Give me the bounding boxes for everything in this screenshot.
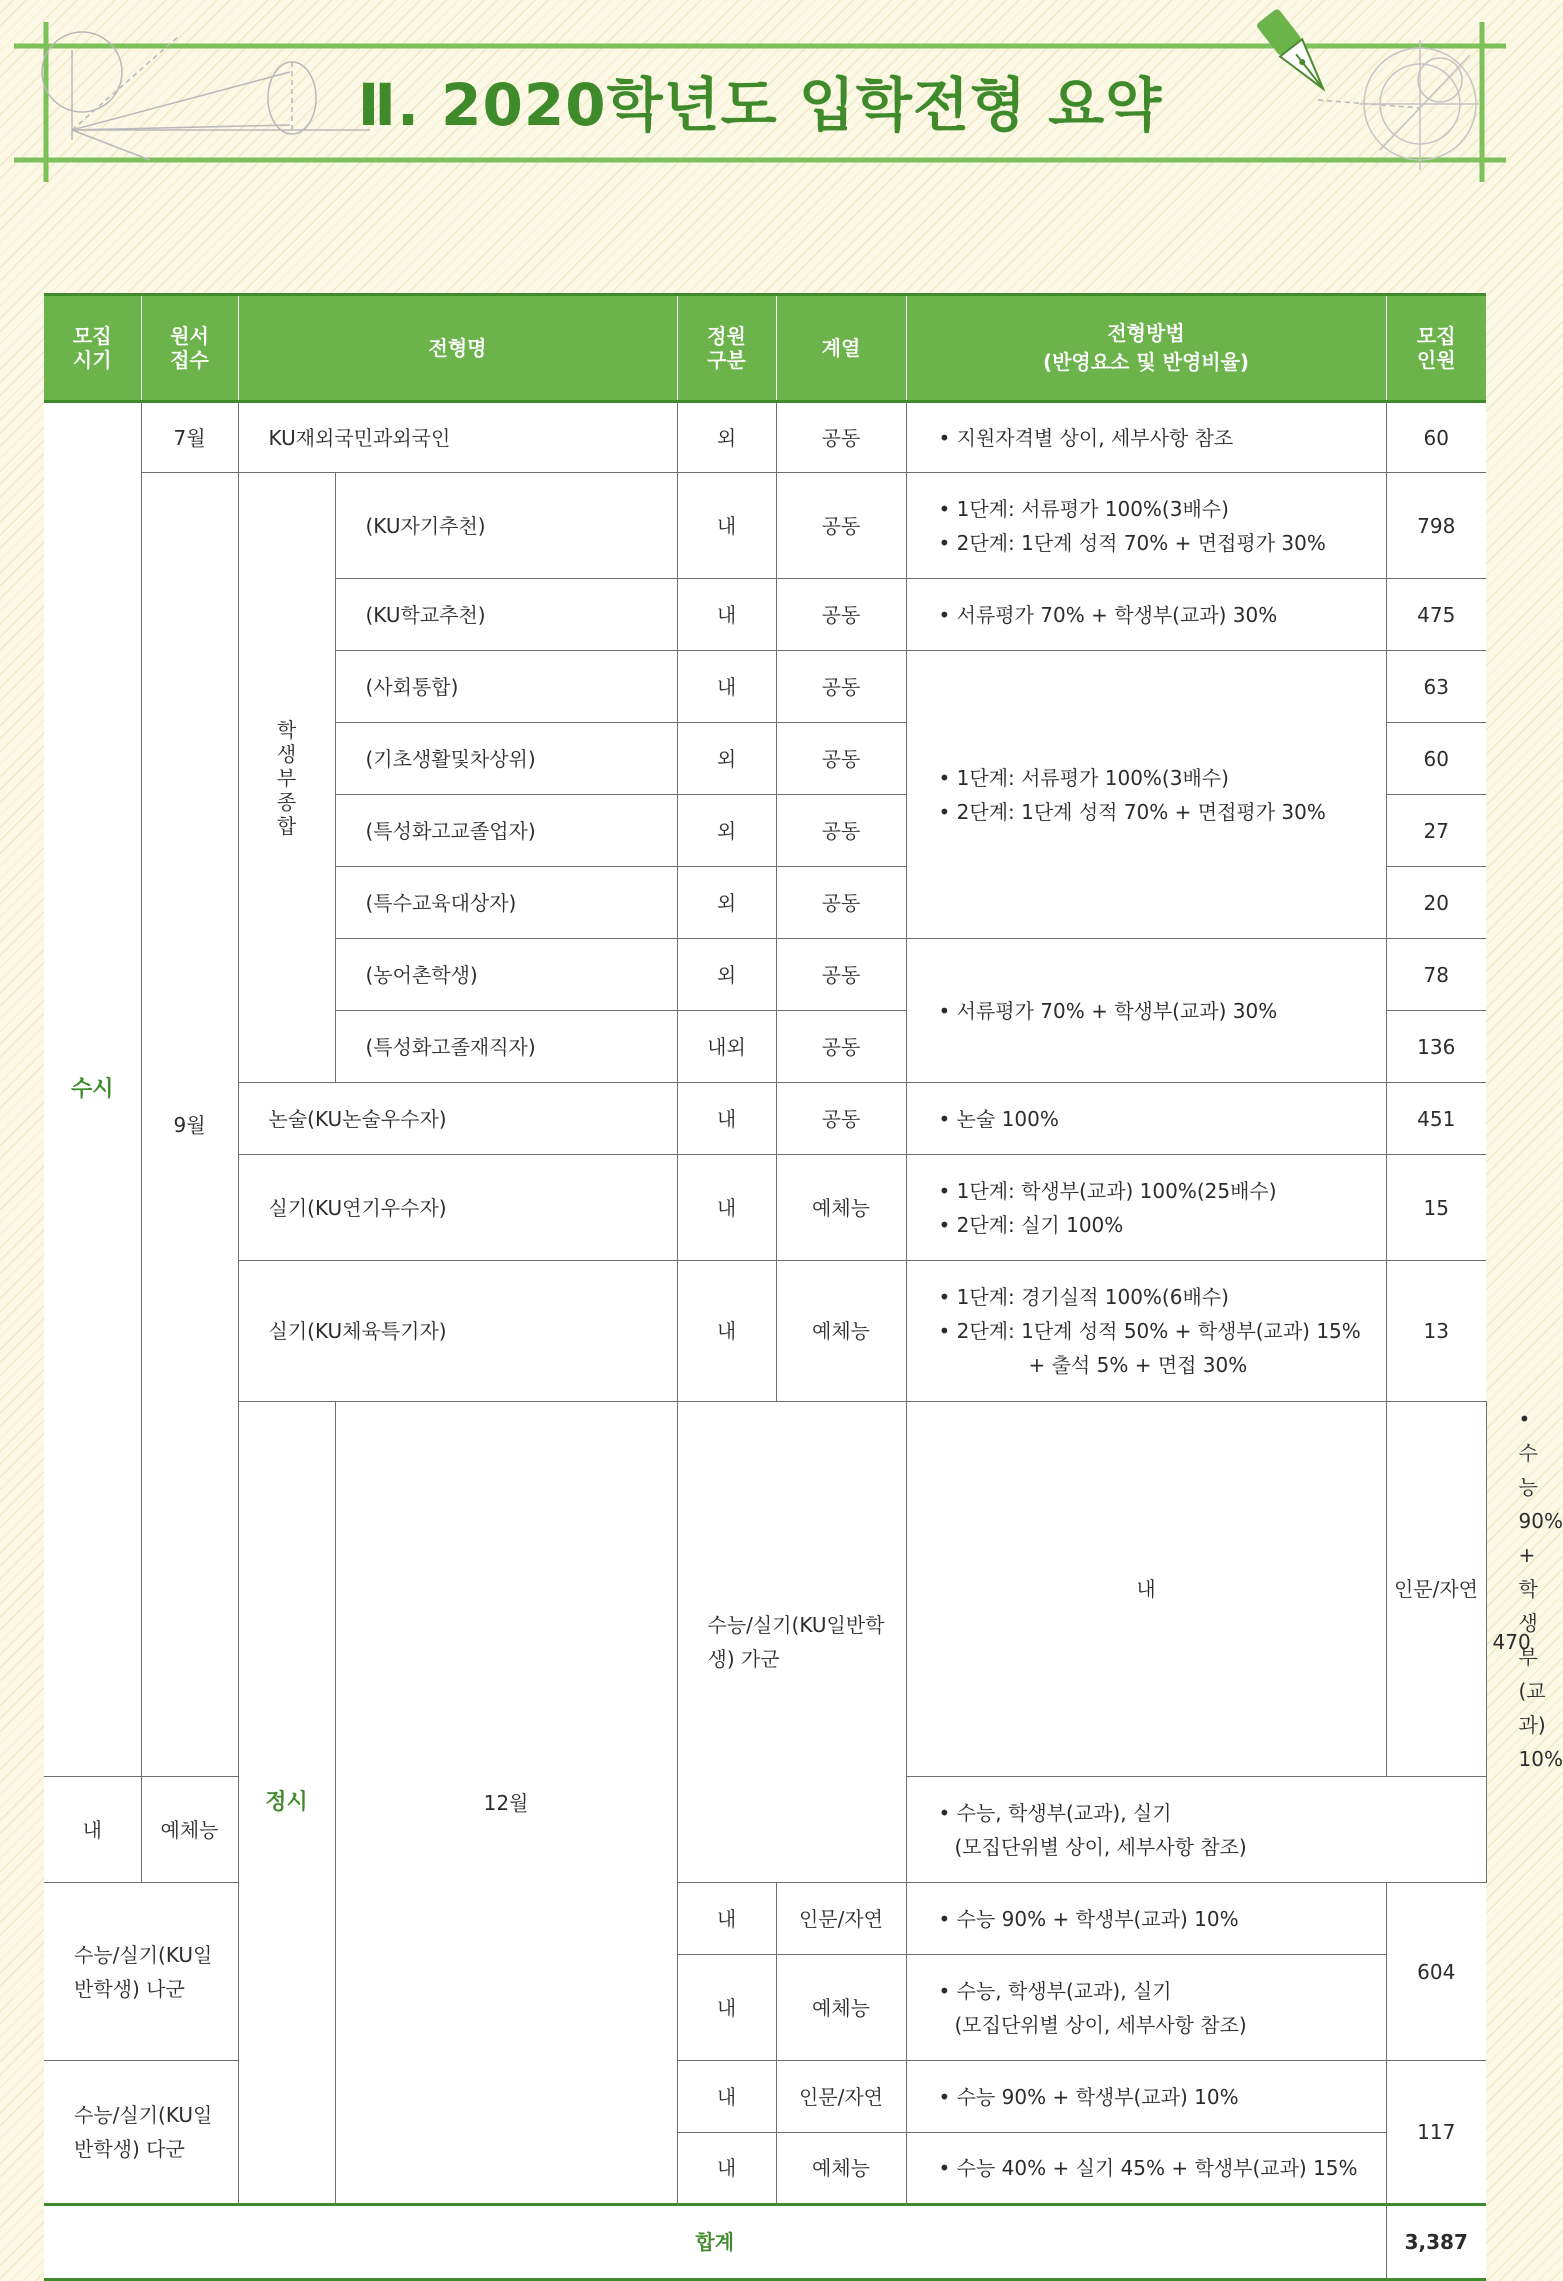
- field: 예체능: [141, 1777, 238, 1883]
- field: 공동: [776, 795, 906, 867]
- application-month: 7월: [141, 402, 238, 473]
- total-row: [44, 2205, 1486, 2280]
- header-method-line1: 전형방법: [1107, 321, 1185, 345]
- header-method-line2: (반영요소 및 반영비율): [1042, 350, 1250, 374]
- method: • 수능 90% + 학생부(교과) 10%: [906, 2061, 1386, 2133]
- method: • 1단계: 경기실적 100%(6배수) • 2단계: 1단계 성적 50% + 학생부(교과) 15% + 출석 5% + 면접 30%: [906, 1261, 1386, 1402]
- field: 공동: [776, 939, 906, 1011]
- quota-type: 내: [677, 1261, 776, 1402]
- count: 63: [1386, 651, 1486, 723]
- field: 공동: [776, 473, 906, 579]
- quota-type: 내: [677, 651, 776, 723]
- quota-type: 외: [677, 867, 776, 939]
- track-name: (KU학교추천): [335, 579, 677, 651]
- page-title: Ⅱ. 2020학년도 입학전형 요약: [357, 71, 1163, 139]
- count: 117: [1386, 2061, 1486, 2205]
- geometry-doodle-right: [1360, 40, 1480, 170]
- field: 공동: [776, 1011, 906, 1083]
- field: 인문/자연: [776, 1883, 906, 1955]
- quota-type: 내: [677, 1955, 776, 2061]
- quota-type: 내: [677, 1883, 776, 1955]
- group-label: 학생부종합: [238, 473, 335, 1083]
- header-field: 계열: [776, 295, 906, 402]
- table-header-row: [44, 295, 1486, 402]
- field: 인문/자연: [776, 2061, 906, 2133]
- method: • 지원자격별 상이, 세부사항 참조: [906, 402, 1386, 473]
- table-row: [44, 402, 1486, 473]
- table-row: [44, 1083, 1486, 1155]
- track-name: 실기(KU체육특기자): [238, 1261, 677, 1402]
- field: 예체능: [776, 2133, 906, 2205]
- field: 예체능: [776, 1155, 906, 1261]
- method: • 서류평가 70% + 학생부(교과) 30%: [906, 939, 1386, 1083]
- track-name: (특수교육대상자): [335, 867, 677, 939]
- table-row: [44, 1261, 1486, 1402]
- field: 공동: [776, 579, 906, 651]
- field: 공동: [776, 1083, 906, 1155]
- admission-summary-table: [44, 293, 1563, 2281]
- count: 475: [1386, 579, 1486, 651]
- quota-type: 외: [677, 795, 776, 867]
- field: 공동: [776, 651, 906, 723]
- quota-type: 내: [906, 1402, 1386, 1777]
- method: • 1단계: 서류평가 100%(3배수) • 2단계: 1단계 성적 70% + 면접평가 30%: [906, 651, 1386, 939]
- count: 604: [1386, 1883, 1486, 2061]
- count: 451: [1386, 1083, 1486, 1155]
- track-name: (기초생활및차상위): [335, 723, 677, 795]
- track-name: 수능/실기(KU일반학생) 나군: [44, 1883, 238, 2061]
- pen-nib-icon: [1255, 8, 1334, 98]
- quota-type: 내: [677, 1083, 776, 1155]
- header-application: 원서 접수: [141, 295, 238, 402]
- table-row: [44, 473, 1486, 579]
- track-name: 수능/실기(KU일반학생) 가군: [677, 1402, 906, 1883]
- method: • 1단계: 서류평가 100%(3배수) • 2단계: 1단계 성적 70% + 면접평가 30%: [906, 473, 1386, 579]
- method: • 수능 90% + 학생부(교과) 10%: [906, 1883, 1386, 1955]
- track-name: (KU자기추천): [335, 473, 677, 579]
- track-name: KU재외국민과외국인: [238, 402, 677, 473]
- header-count: 모집 인원: [1386, 295, 1486, 402]
- header-quota: 정원 구분: [677, 295, 776, 402]
- method: • 1단계: 학생부(교과) 100%(25배수) • 2단계: 실기 100%: [906, 1155, 1386, 1261]
- total-value: 3,387: [1386, 2205, 1486, 2280]
- quota-type: 내: [677, 2133, 776, 2205]
- count: 60: [1386, 723, 1486, 795]
- table-row: 정시 12월 수능/실기(KU일반학생) 가군 내 인문/자연 • 수능 90% + 학생부(교과) 10% 470: [44, 1402, 1486, 1777]
- track-name: (특성화고교졸업자): [335, 795, 677, 867]
- count: 20: [1386, 867, 1486, 939]
- field: 공동: [776, 723, 906, 795]
- header-banner: [0, 0, 1520, 200]
- application-month: 12월: [335, 1402, 677, 2205]
- field: 예체능: [776, 1955, 906, 2061]
- track-name: (특성화고졸재직자): [335, 1011, 677, 1083]
- quota-type: 내: [677, 2061, 776, 2133]
- count: 136: [1386, 1011, 1486, 1083]
- quota-type: 내: [44, 1777, 141, 1883]
- method: • 논술 100%: [906, 1083, 1386, 1155]
- field: 예체능: [776, 1261, 906, 1402]
- count: 60: [1386, 402, 1486, 473]
- method: • 수능, 학생부(교과), 실기 (모집단위별 상이, 세부사항 참조): [906, 1955, 1386, 2061]
- count: 798: [1386, 473, 1486, 579]
- admission-summary-table-wrap: [44, 293, 1563, 2281]
- field: 인문/자연: [1386, 1402, 1486, 1777]
- track-name: 논술(KU논술우수자): [238, 1083, 677, 1155]
- field: 공동: [776, 402, 906, 473]
- method: • 서류평가 70% + 학생부(교과) 30%: [906, 579, 1386, 651]
- count: 15: [1386, 1155, 1486, 1261]
- quota-type: 외: [677, 402, 776, 473]
- quota-type: 내: [677, 1155, 776, 1261]
- total-label: 합계: [44, 2205, 1386, 2280]
- quota-type: 내: [677, 473, 776, 579]
- track-name: (사회통합): [335, 651, 677, 723]
- season-jeongsi: 정시: [238, 1402, 335, 2205]
- count: 13: [1386, 1261, 1486, 1402]
- quota-type: 내외: [677, 1011, 776, 1083]
- method: • 수능, 학생부(교과), 실기 (모집단위별 상이, 세부사항 참조): [906, 1777, 1386, 1883]
- count: 78: [1386, 939, 1486, 1011]
- header-period: 모집 시기: [44, 295, 141, 402]
- table-row: [44, 1155, 1486, 1261]
- season-susi: 수시: [44, 402, 141, 1777]
- header-method: [906, 295, 1386, 402]
- method: • 수능 40% + 실기 45% + 학생부(교과) 15%: [906, 2133, 1386, 2205]
- track-name: 실기(KU연기우수자): [238, 1155, 677, 1261]
- field: 공동: [776, 867, 906, 939]
- application-month: 9월: [141, 473, 238, 1777]
- track-name: (농어촌학생): [335, 939, 677, 1011]
- track-name: 수능/실기(KU일반학생) 다군: [44, 2061, 238, 2205]
- quota-type: 내: [677, 579, 776, 651]
- count: 27: [1386, 795, 1486, 867]
- quota-type: 외: [677, 939, 776, 1011]
- quota-type: 외: [677, 723, 776, 795]
- header-name: 전형명: [238, 295, 677, 402]
